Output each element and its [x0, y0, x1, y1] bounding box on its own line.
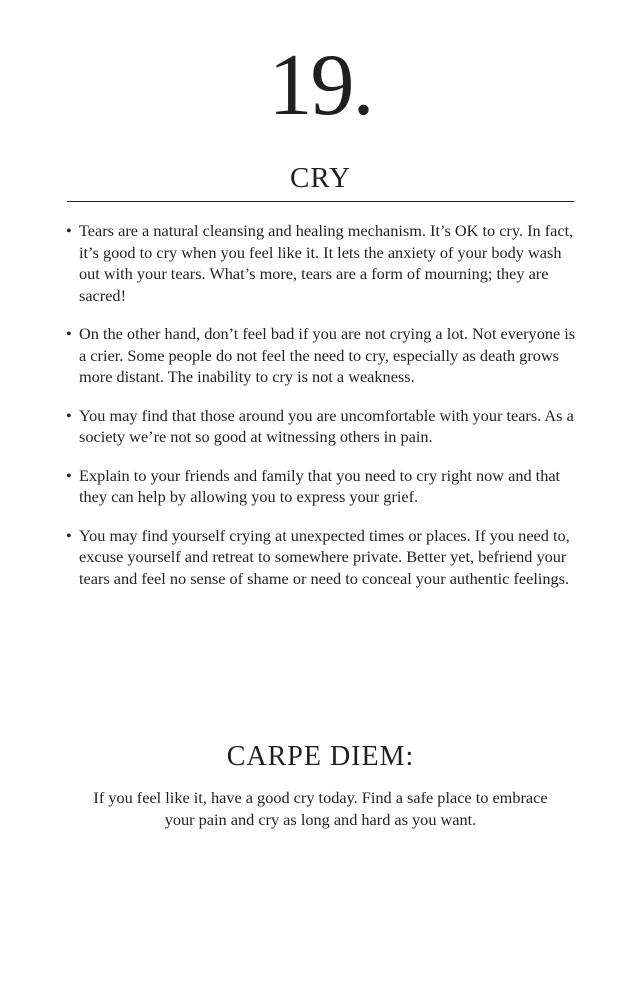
- bullet-dot: •: [66, 405, 72, 425]
- bullet-dot: •: [66, 525, 72, 545]
- title-divider: [67, 201, 574, 202]
- bullet-text: You may find that those around you are uncomfortable with your tears. As a society we’re not so good at witnessing others in pain.: [79, 405, 574, 446]
- bullet-dot: •: [66, 324, 72, 343]
- bullet-item: [66, 525, 582, 590]
- carpe-diem-text: If you feel like it, have a good cry today. Find a safe place to embrace your pain and cry as long and hard as you want.: [93, 788, 548, 829]
- bullet-text: Tears are a natural cleansing and healing mechanism. It’s OK to cry. In fact, it’s good to cry when you feel like it. It lets the anxiety of your body wash out with your tears. What’s more, tears are a form of mourning; they are sacred!: [79, 221, 574, 305]
- bullet-item: [66, 405, 582, 448]
- bullet-dot: •: [66, 465, 72, 485]
- carpe-diem-heading: CARPE DIEM:: [226, 741, 415, 772]
- chapter-number: 19.: [268, 37, 373, 134]
- bullet-text: You may find yourself crying at unexpected times or places. If you need to, excuse yourself and retreat to somewhere private. Better yet, befriend your tears and feel no sense of shame or need to conceal your authentic feelings.: [79, 525, 570, 588]
- chapter-title: CRY: [289, 162, 352, 194]
- bullet-item: [66, 220, 582, 306]
- bullet-dot: •: [66, 221, 72, 240]
- bullet-item: [66, 323, 582, 388]
- bullet-list: [66, 220, 582, 606]
- bullet-text: On the other hand, don’t feel bad if you are not crying a lot. Not everyone is a crier. Some people do not feel the need to cry, especially as death grows more distant. The inability to cry is not a weakness.: [79, 324, 576, 386]
- bullet-text: Explain to your friends and family that you need to cry right now and that they can help by allowing you to express your grief.: [79, 465, 561, 506]
- bullet-item: [66, 465, 582, 508]
